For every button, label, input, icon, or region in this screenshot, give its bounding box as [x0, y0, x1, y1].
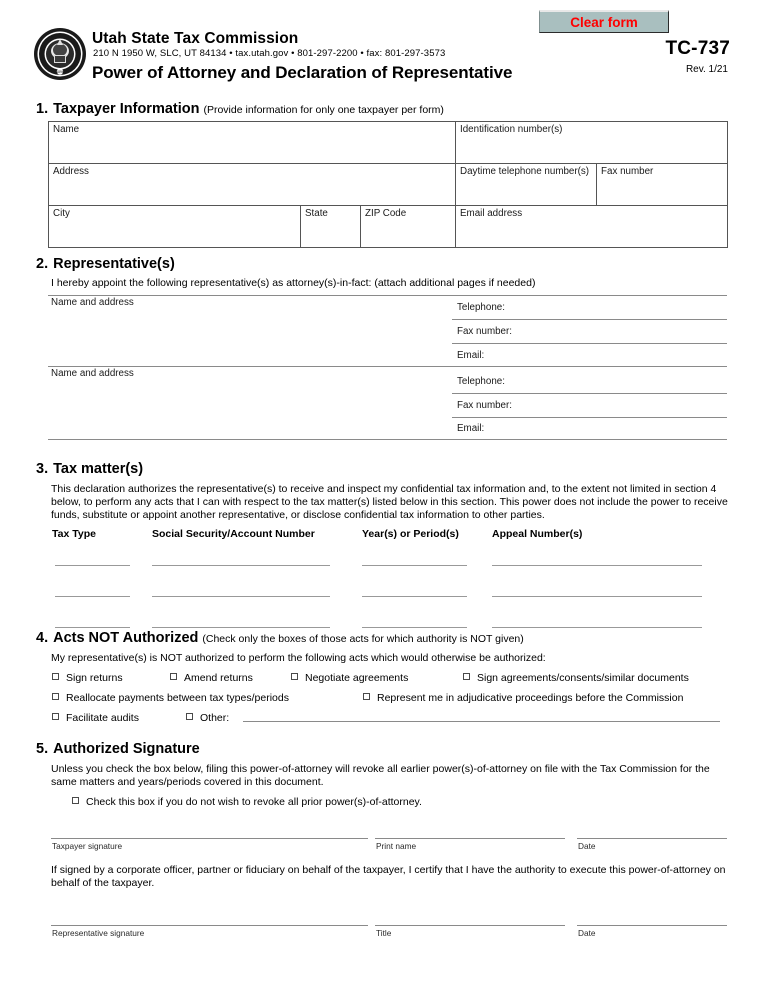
taxpayer-signature-label: Taxpayer signature [52, 841, 123, 851]
rep2-name-address-label[interactable]: Name and address [51, 368, 134, 379]
checkbox-other[interactable] [186, 712, 229, 724]
form-revision: Rev. 1/21 [685, 64, 728, 75]
rep1-email-label[interactable]: Email: [457, 350, 485, 361]
section-5-paragraph: Unless you check the box below, filing this power-of-attorney will revoke all earlier power(s)-of-attorney on file with the Tax Commission for the same matters and years/periods covered in this document. [51, 763, 710, 789]
taxtype-line-2[interactable] [55, 596, 130, 597]
checkbox-reallocate-payments[interactable] [52, 692, 289, 704]
rep1-fax-label[interactable]: Fax number: [457, 326, 512, 337]
taxpayer-signature-line[interactable] [51, 838, 368, 839]
date-label-1: Date [578, 841, 596, 851]
section-4-subtitle: (Check only the boxes of those acts for which authority is NOT given) [202, 633, 524, 645]
checkbox-icon[interactable] [52, 713, 59, 720]
print-name-label: Print name [376, 841, 417, 851]
taxtype-line-3[interactable] [55, 627, 130, 628]
section-3-paragraph: This declaration authorizes the representative(s) to receive and inspect my confidential tax information and, to the extent not limited in section 4 below, to perform any acts that I can with respect to the tax matter(s) listed below in this section. This power does not include the power to receive funds, substitute or appoint another representative, or disclose confidential tax information to other parties. [51, 483, 728, 522]
checkbox-label: Sign agreements/consents/similar documents [477, 672, 689, 684]
column-header-tax-type: Tax Type [52, 528, 96, 540]
rep2-email-label[interactable]: Email: [457, 423, 485, 434]
divider [452, 393, 727, 394]
section-3-heading [36, 461, 143, 477]
section-2-number: 2. [36, 256, 49, 272]
years-line-1[interactable] [362, 565, 467, 566]
section-1-subtitle: (Provide information for only one taxpayer per form) [203, 104, 444, 116]
checkbox-label: Represent me in adjudicative proceedings before the Commission [377, 692, 684, 704]
divider [452, 343, 727, 344]
organization-name: Utah State Tax Commission [92, 30, 299, 47]
checkbox-icon[interactable] [291, 673, 298, 680]
section-1-title: Taxpayer Information [53, 101, 200, 117]
checkbox-label: Other: [200, 712, 230, 724]
section-2-heading [36, 256, 175, 272]
checkbox-represent-adjudicative[interactable] [363, 692, 683, 704]
representative-signature-label: Representative signature [52, 928, 145, 938]
checkbox-label: Check this box if you do not wish to revoke all prior power(s)-of-attorney. [86, 796, 422, 808]
ssn-line-1[interactable] [152, 565, 330, 566]
checkbox-label: Sign returns [66, 672, 123, 684]
field-name[interactable]: Name [49, 122, 456, 164]
field-email-address[interactable]: Email address [456, 206, 728, 248]
table-row [49, 164, 728, 206]
checkbox-label: Facilitate audits [66, 712, 139, 724]
ssn-line-2[interactable] [152, 596, 330, 597]
divider [452, 417, 727, 418]
column-header-ssn-account: Social Security/Account Number [152, 528, 315, 540]
taxtype-line-1[interactable] [55, 565, 130, 566]
checkbox-icon[interactable] [463, 673, 470, 680]
organization-contact-line: 210 N 1950 W, SLC, UT 84134 • tax.utah.gov • 801-297-2200 • fax: 801-297-3573 [93, 48, 446, 59]
rep1-name-address-label[interactable]: Name and address [51, 297, 134, 308]
appeal-line-3[interactable] [492, 627, 702, 628]
checkbox-sign-returns[interactable] [52, 672, 123, 684]
form-title: Power of Attorney and Declaration of Representative [92, 63, 513, 82]
rep2-telephone-label[interactable]: Telephone: [457, 376, 505, 387]
field-identification-numbers[interactable]: Identification number(s) [456, 122, 728, 164]
checkbox-negotiate-agreements[interactable] [291, 672, 408, 684]
title-line[interactable] [375, 925, 565, 926]
representative-signature-line[interactable] [51, 925, 368, 926]
checkbox-icon[interactable] [72, 797, 79, 804]
checkbox-label: Negotiate agreements [305, 672, 409, 684]
clear-form-button[interactable]: Clear form [539, 10, 669, 33]
checkbox-amend-returns[interactable] [170, 672, 253, 684]
divider [48, 366, 727, 367]
checkbox-icon[interactable] [170, 673, 177, 680]
checkbox-icon[interactable] [363, 693, 370, 700]
field-fax-number[interactable]: Fax number [597, 164, 728, 206]
title-label: Title [376, 928, 392, 938]
checkbox-icon[interactable] [52, 673, 59, 680]
table-row [49, 206, 728, 248]
other-text-line[interactable] [243, 721, 720, 722]
divider [48, 439, 727, 440]
date-line-1[interactable] [577, 838, 727, 839]
section-1-heading [36, 101, 444, 117]
taxpayer-information-table [48, 121, 728, 248]
field-daytime-telephone[interactable]: Daytime telephone number(s) [456, 164, 597, 206]
section-4-number: 4. [36, 630, 49, 646]
appeal-line-1[interactable] [492, 565, 702, 566]
section-5-heading [36, 741, 200, 757]
section-5-title: Authorized Signature [53, 741, 200, 757]
date-label-2: Date [578, 928, 596, 938]
section-3-number: 3. [36, 461, 49, 477]
checkbox-label: Amend returns [184, 672, 253, 684]
field-state[interactable]: State [301, 206, 361, 248]
svg-text:1896: 1896 [56, 70, 64, 75]
section-3-title: Tax matter(s) [53, 461, 144, 477]
form-code: TC-737 [665, 38, 730, 59]
appeal-line-2[interactable] [492, 596, 702, 597]
checkbox-do-not-revoke[interactable] [72, 796, 422, 808]
section-5-number: 5. [36, 741, 49, 757]
section-4-title: Acts NOT Authorized [53, 630, 199, 646]
years-line-2[interactable] [362, 596, 467, 597]
column-header-years-periods: Year(s) or Period(s) [362, 528, 459, 540]
field-address[interactable]: Address [49, 164, 456, 206]
column-header-appeal-numbers: Appeal Number(s) [492, 528, 583, 540]
checkbox-label: Reallocate payments between tax types/periods [66, 692, 289, 704]
rep2-fax-label[interactable]: Fax number: [457, 400, 512, 411]
divider [452, 319, 727, 320]
section-1-number: 1. [36, 101, 49, 117]
print-name-line[interactable] [375, 838, 565, 839]
corporate-officer-note: If signed by a corporate officer, partner or fiduciary on behalf of the taxpayer, I certify that I have the authority to execute this power-of-attorney on behalf of the taxpayer. [51, 864, 726, 890]
section-2-title: Representative(s) [53, 256, 175, 272]
checkbox-icon[interactable] [186, 713, 193, 720]
ssn-line-3[interactable] [152, 627, 330, 628]
field-city[interactable]: City [49, 206, 301, 248]
years-line-3[interactable] [362, 627, 467, 628]
checkbox-sign-agreements-consents[interactable] [463, 672, 689, 684]
rep1-telephone-label[interactable]: Telephone: [457, 302, 505, 313]
divider [48, 295, 727, 296]
table-row [49, 122, 728, 164]
checkbox-icon[interactable] [52, 693, 59, 700]
field-zip-code[interactable]: ZIP Code [361, 206, 456, 248]
utah-state-seal-icon [33, 27, 87, 81]
section-2-intro: I hereby appoint the following representative(s) as attorney(s)-in-fact: (attach additional pages if needed) [51, 277, 536, 289]
section-4-heading [36, 630, 524, 646]
date-line-2[interactable] [577, 925, 727, 926]
checkbox-facilitate-audits[interactable] [52, 712, 139, 724]
form-header [0, 0, 768, 100]
section-4-intro: My representative(s) is NOT authorized to perform the following acts which would otherwise be authorized: [51, 652, 546, 664]
